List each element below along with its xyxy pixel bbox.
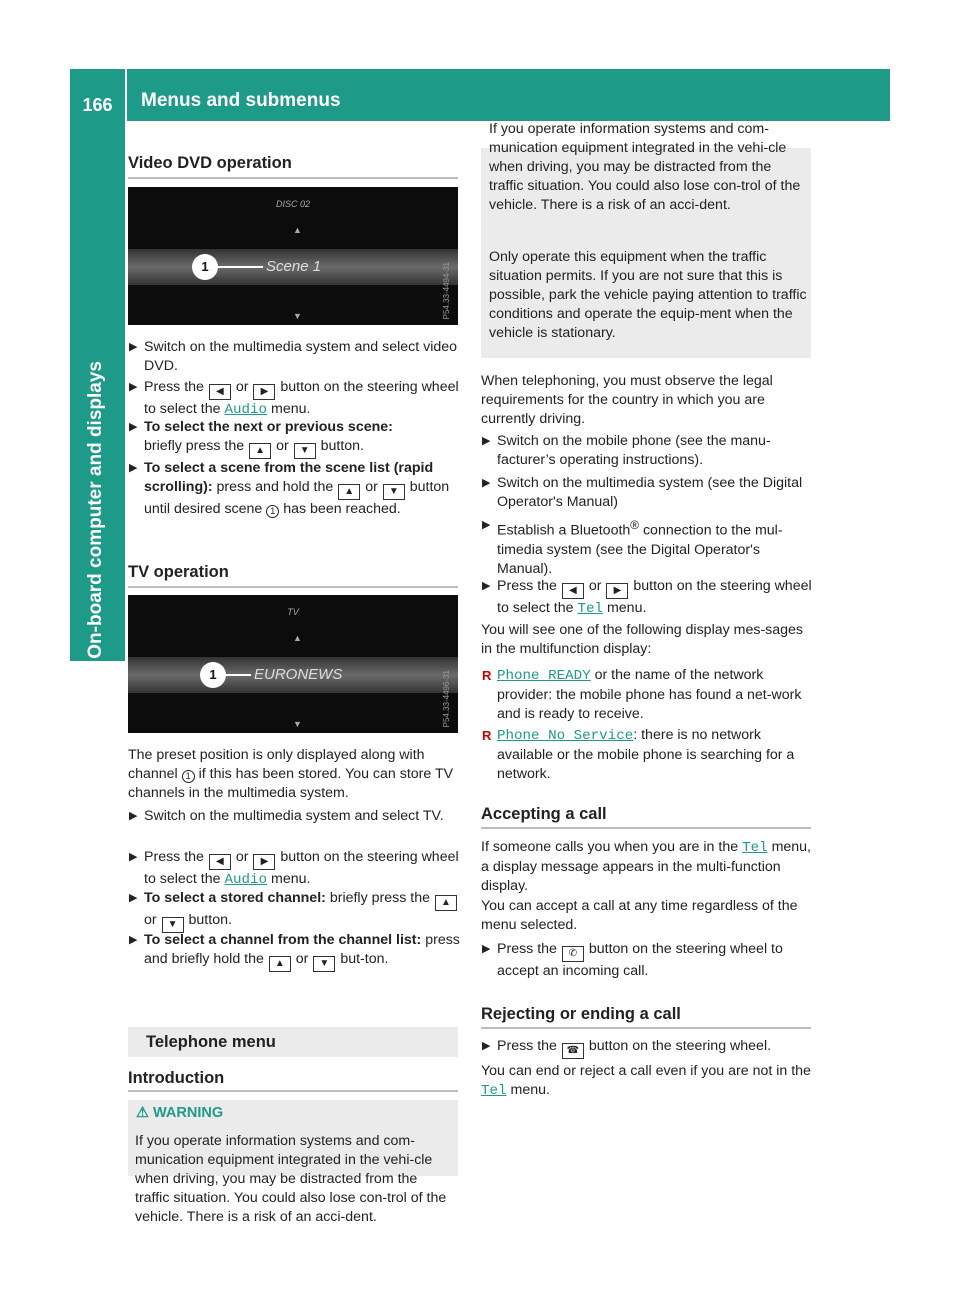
step-arrow-icon: ▶ [129,851,138,863]
warning-text-part1: If you operate information systems and com-munication equipment integrated in the vehi-cle when driving, you may be distracted from the traffic situation. You could also lose con-trol of the vehicle. There is a risk of an acci-dent. [135,1133,447,1225]
heading-rule [128,177,458,179]
up-button-icon: ▲ [435,895,457,911]
left-button-icon: ◀ [209,854,231,870]
tel-menu-name: Tel [742,840,768,856]
bullet-item: R Phone READY or the name of the network provider: the mobile phone has found a net-work and is ready to receive. [482,667,802,722]
chapter-label: On-board computer and displays [85,361,106,659]
bullet-icon: R [482,668,492,683]
left-button-icon: ◀ [562,583,584,599]
warning-triangle-icon: ⚠ [136,1105,149,1121]
paragraph: You will see one of the following display mes-sages in the multifunction display: [481,622,804,657]
chapter-sidebar [70,121,125,661]
down-button-icon: ▼ [162,917,184,933]
up-arrow-icon: ▲ [293,633,302,643]
heading-rule [481,827,811,829]
step-item: ▶ Switch on the multimedia system and select TV. [129,808,444,824]
step-item: ▶ To select a channel from the channel list: press and briefly hold the ▲ or ▼ but-ton. [128,931,462,972]
step-item: ▶ Press the ☎ button on the steering wheel. [481,1037,815,1059]
up-button-icon: ▲ [249,443,271,459]
tv-heading: TV operation [128,563,229,581]
step-item: ▶ To select the next or previous scene: briefly press the ▲ or ▼ button. [128,418,458,459]
down-arrow-icon: ▼ [293,311,302,321]
callout-marker: 1 [200,662,226,688]
heading-rule [128,586,458,588]
step-item: ▶ Establish a Bluetooth® connection to the mul-timedia system (see the Digital Operator's Manual). [482,518,783,577]
warning-text-part2: If you operate information systems and com-munication equipment integrated in the vehi-cle when driving, you may be distracted from the traffic situation. You could also lose con-trol of the vehicle. There is a risk of an acci-dent. [489,121,801,213]
bullet-icon: R [482,728,492,743]
up-arrow-icon: ▲ [293,225,302,235]
left-button-icon: ◀ [209,384,231,400]
step-arrow-icon: ▶ [129,810,138,822]
rejecting-call-heading: Rejecting or ending a call [481,1005,681,1023]
step-item: ▶ Press the ◀ or ▶ button on the steering wheel to select the Audio menu. [129,849,459,888]
display-message: Phone No Service [497,728,634,744]
audio-menu-name: Audio [224,872,268,888]
figure-code: P54.33-4494-31 [442,261,451,319]
figure-code: P54.33-4496-31 [442,669,451,727]
callout-number: 1 [266,505,279,518]
tel-menu-name: Tel [577,601,604,617]
step-text: Switch on the multimedia system and select video DVD. [144,339,458,374]
tv-screen [128,595,458,733]
down-arrow-icon: ▼ [293,719,302,729]
step-item: ▶ Press the ◀ or ▶ button on the steering wheel to select the Tel menu. [482,578,812,617]
display-message: Phone READY [497,668,591,684]
bullet-item: R Phone No Service: there is no network available or the mobile phone is searching for a network. [482,727,795,782]
heading-rule [128,1090,458,1092]
right-button-icon: ▶ [606,583,628,599]
callout-line [225,674,251,676]
step-arrow-icon: ▶ [482,1040,491,1052]
scene-label: Scene 1 [266,258,322,275]
paragraph: When telephoning, you must observe the legal requirements for the country in which you are currently driving. [481,373,773,427]
step-arrow-icon: ▶ [129,462,138,474]
down-button-icon: ▼ [383,484,405,500]
video-dvd-screen [128,187,458,325]
header-divider [125,69,127,121]
callout-marker: 1 [192,254,218,280]
step-arrow-icon: ▶ [129,381,138,393]
page-number: 166 [82,95,113,115]
heading-rule [481,1027,811,1029]
step-item: ▶ Switch on the mobile phone (see the manu-facturer’s operating instructions). [482,433,771,468]
channel-label: EURONEWS [254,666,343,683]
step-item: ▶ Press the ✆ button on the steering wheel to accept an incoming call. [482,941,783,979]
video-heading: Video DVD operation [128,154,292,172]
step-arrow-icon: ▶ [482,477,491,489]
page-title: Menus and submenus [141,90,341,111]
tel-menu-name: Tel [481,1083,507,1099]
section-banner [128,1027,458,1057]
audio-menu-name: Audio [224,402,268,418]
paragraph: You can accept a call at any time regardless of the menu selected. [481,898,798,933]
step-arrow-icon: ▶ [482,580,491,592]
callout-number: 1 [182,770,195,783]
page-header [70,69,890,121]
telephone-section-title: Telephone menu [146,1033,276,1051]
step-item: ▶ Press the ◀ or ▶ button on the steering wheel to select the Audio menu. [129,379,459,418]
right-button-icon: ▶ [253,384,275,400]
step-arrow-icon: ▶ [482,943,491,955]
screen-top-label: DISC 02 [275,199,310,209]
phone-end-icon: ☎ [562,1043,584,1059]
up-button-icon: ▲ [338,484,360,500]
up-button-icon: ▲ [269,956,291,972]
accepting-call-heading: Accepting a call [481,805,607,823]
screen-top-label: TV [287,607,299,617]
callout-line [217,266,263,268]
down-button-icon: ▼ [294,443,316,459]
warning-heading: ⚠ WARNING [136,1105,224,1121]
step-arrow-icon: ▶ [129,892,138,904]
introduction-heading: Introduction [128,1069,225,1087]
step-item [128,338,458,376]
step-item: ▶ To select a scene from the scene list (rapid scrolling): press and hold the ▲ or ▼ button until desired scene 1 has been reached. [129,460,450,517]
phone-accept-icon: ✆ [562,946,584,962]
paragraph: The preset position is only displayed along with channel 1 if this has been stored. You can store TV channels in the multimedia system. [128,747,454,801]
step-item: ▶ To select a stored channel: briefly press the ▲ or ▼ button. [128,889,462,933]
step-arrow-icon: ▶ [129,934,138,946]
step-arrow-icon: ▶ [482,435,491,447]
step-arrow-icon: ▶ [482,519,491,531]
step-item: ▶ Switch on the multimedia system (see the Digital Operator's Manual) [482,475,803,510]
warning-text-part3: Only operate this equipment when the traffic situation permits. If you are not sure that this is possible, park the vehicle paying attention to traffic conditions and operate the equip-ment when the vehicle is stationary. [489,249,807,341]
down-button-icon: ▼ [313,956,335,972]
step-arrow-icon: ▶ [129,421,138,433]
right-button-icon: ▶ [253,854,275,870]
paragraph: You can end or reject a call even if you are not in the Tel menu. [481,1063,811,1099]
step-arrow-icon: ▶ [129,341,138,353]
paragraph: If someone calls you when you are in the Tel menu, a display message appears in the multi-function display. [481,839,811,894]
